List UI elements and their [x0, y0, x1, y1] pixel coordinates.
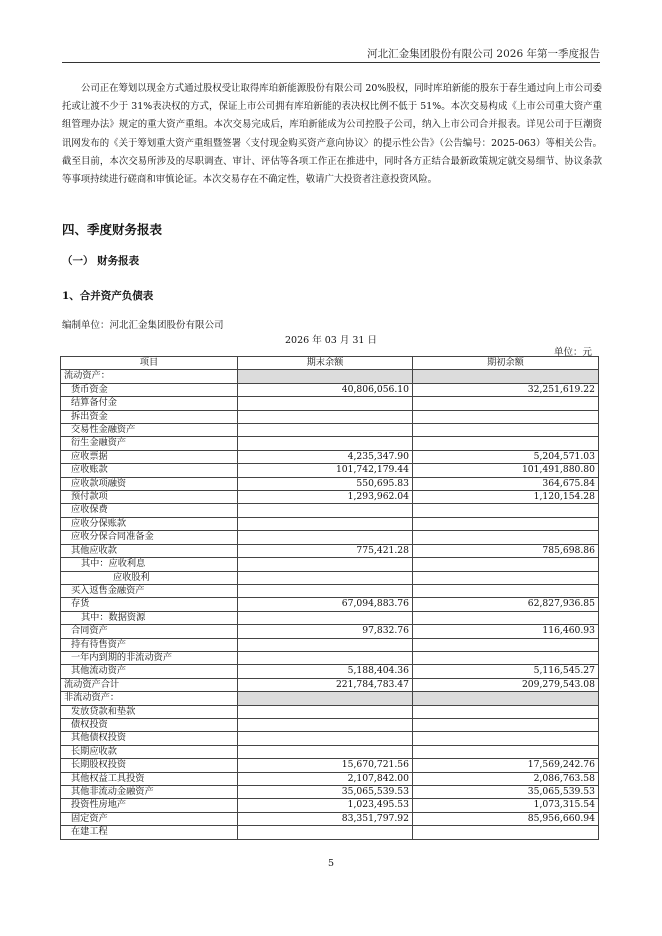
row-item-label: 其中：应收利息	[61, 558, 238, 571]
row-item-label: 债权投资	[61, 718, 238, 731]
table-row	[61, 786, 599, 799]
row-beginning-balance	[413, 732, 599, 745]
row-beginning-balance	[413, 437, 599, 450]
row-ending-balance: 1,023,495.53	[238, 799, 413, 812]
row-beginning-balance	[413, 531, 599, 544]
table-row	[61, 718, 599, 731]
compiling-entity: 编制单位：河北汇金集团股份有限公司	[62, 320, 224, 331]
table-row	[61, 383, 599, 396]
row-item-label: 应收账款	[61, 464, 238, 477]
table-row	[61, 678, 599, 691]
row-item-label: 其他流动资产	[61, 665, 238, 678]
intro-paragraph: 公司正在筹划以现金方式通过股权受让取得库珀新能源股份有限公司 20%股权，同时库珀新能的股东于春生通过向上市公司委托或让渡不少于 31%表决权的方式，保证上市公司拥有库珀新能的表决权比例不低于 51%。本次交易构成《上市公司重大资产重组管理办法》规定的重大资产重组。本次交易完成后，库珀新能成为公司控股子公司，纳入上市公司合并报表。详见公司于巨潮资讯网发布的《关于筹划重大资产重组暨签署〈支付现金购买资产意向协议〉的提示性公告》（公告编号：2025-063）等相关公告。截至目前，本次交易所涉及的尽职调查、审计、评估等各项工作正在推进中，同时各方正结合最新政策规定就交易细节、协议条款等事项持续进行磋商和审慎论证。本次交易存在不确定性，敬请广大投资者注意投资风险。	[62, 83, 602, 186]
row-item-label: 发放贷款和垫款	[61, 705, 238, 718]
row-beginning-balance: 62,827,936.85	[413, 598, 599, 611]
row-beginning-balance: 17,569,242.76	[413, 759, 599, 772]
row-ending-balance	[238, 571, 413, 584]
row-item-label: 合同资产	[61, 625, 238, 638]
table-row	[61, 745, 599, 758]
row-item-label: 固定资产	[61, 812, 238, 825]
row-beginning-balance	[413, 397, 599, 410]
row-beginning-balance: 35,065,539.53	[413, 786, 599, 799]
row-beginning-balance: 1,120,154.28	[413, 491, 599, 504]
row-item-label: 货币资金	[61, 383, 238, 396]
row-item-label: 持有待售资产	[61, 638, 238, 651]
row-beginning-balance: 5,116,545.27	[413, 665, 599, 678]
balance-sheet-table	[60, 356, 599, 840]
report-header-title: 河北汇金集团股份有限公司 2026 年第一季度报告	[367, 48, 600, 60]
table-row	[61, 397, 599, 410]
row-ending-balance: 15,670,721.56	[238, 759, 413, 772]
row-beginning-balance	[413, 370, 599, 383]
row-item-label: 预付款项	[61, 491, 238, 504]
row-item-label: 流动资产：	[61, 370, 238, 383]
row-beginning-balance	[413, 571, 599, 584]
table-row	[61, 544, 599, 557]
table-row	[61, 370, 599, 383]
row-item-label: 存货	[61, 598, 238, 611]
row-ending-balance	[238, 732, 413, 745]
table-row	[61, 410, 599, 423]
row-ending-balance	[238, 745, 413, 758]
row-beginning-balance: 785,698.86	[413, 544, 599, 557]
row-ending-balance: 97,832.76	[238, 625, 413, 638]
table-row	[61, 437, 599, 450]
row-beginning-balance	[413, 410, 599, 423]
row-beginning-balance: 101,491,880.80	[413, 464, 599, 477]
row-ending-balance: 550,695.83	[238, 477, 413, 490]
row-item-label: 买入返售金融资产	[61, 584, 238, 597]
currency-unit: 单位：元	[553, 347, 592, 358]
row-item-label: 应收款项融资	[61, 477, 238, 490]
row-beginning-balance	[413, 705, 599, 718]
row-beginning-balance: 2,086,763.58	[413, 772, 599, 785]
row-ending-balance: 35,065,539.53	[238, 786, 413, 799]
row-beginning-balance	[413, 504, 599, 517]
row-item-label: 一年内到期的非流动资产	[61, 651, 238, 664]
table-row	[61, 732, 599, 745]
row-ending-balance	[238, 397, 413, 410]
table-row	[61, 571, 599, 584]
row-ending-balance	[238, 718, 413, 731]
table-row	[61, 491, 599, 504]
row-beginning-balance	[413, 692, 599, 705]
row-item-label: 应收分保账款	[61, 517, 238, 530]
row-item-label: 长期应收款	[61, 745, 238, 758]
row-beginning-balance	[413, 745, 599, 758]
row-ending-balance	[238, 651, 413, 664]
row-ending-balance	[238, 370, 413, 383]
row-item-label: 其中：数据资源	[61, 611, 238, 624]
row-beginning-balance: 209,279,543.08	[413, 678, 599, 691]
column-header-ending-balance: 期末余额	[238, 357, 413, 370]
row-ending-balance	[238, 504, 413, 517]
subsection-title: （一） 财务报表	[62, 255, 140, 267]
table-row	[61, 424, 599, 437]
column-header-beginning-balance: 期初余额	[413, 357, 599, 370]
row-ending-balance	[238, 424, 413, 437]
row-ending-balance: 775,421.28	[238, 544, 413, 557]
row-beginning-balance	[413, 584, 599, 597]
row-ending-balance: 1,293,962.04	[238, 491, 413, 504]
row-ending-balance	[238, 437, 413, 450]
header-divider	[62, 62, 600, 63]
report-date: 2026 年 03 月 31 日	[285, 335, 377, 346]
row-beginning-balance: 5,204,571.03	[413, 450, 599, 463]
row-item-label: 应收保费	[61, 504, 238, 517]
table-row	[61, 812, 599, 825]
row-beginning-balance: 32,251,619.22	[413, 383, 599, 396]
row-item-label: 应收票据	[61, 450, 238, 463]
row-beginning-balance	[413, 558, 599, 571]
row-ending-balance	[238, 531, 413, 544]
row-ending-balance	[238, 517, 413, 530]
table-row	[61, 517, 599, 530]
row-beginning-balance	[413, 718, 599, 731]
row-ending-balance	[238, 826, 413, 839]
balance-sheet-body	[61, 370, 599, 839]
row-beginning-balance: 364,675.84	[413, 477, 599, 490]
table-header-row	[61, 357, 599, 370]
table-row	[61, 692, 599, 705]
section-title: 四、季度财务报表	[62, 222, 163, 237]
table-row	[61, 531, 599, 544]
row-item-label: 其他非流动金融资产	[61, 786, 238, 799]
table-row	[61, 665, 599, 678]
row-item-label: 其他应收款	[61, 544, 238, 557]
page-number: 5	[327, 858, 335, 869]
row-item-label: 投资性房地产	[61, 799, 238, 812]
row-ending-balance: 4,235,347.90	[238, 450, 413, 463]
row-ending-balance	[238, 410, 413, 423]
row-beginning-balance	[413, 651, 599, 664]
column-header-item: 项目	[61, 357, 238, 370]
row-beginning-balance	[413, 517, 599, 530]
row-ending-balance: 67,094,883.76	[238, 598, 413, 611]
row-item-label: 流动资产合计	[61, 678, 238, 691]
table-row	[61, 450, 599, 463]
row-item-label: 其他债权投资	[61, 732, 238, 745]
table-row	[61, 504, 599, 517]
row-ending-balance	[238, 705, 413, 718]
row-beginning-balance	[413, 638, 599, 651]
table-row	[61, 705, 599, 718]
table-row	[61, 477, 599, 490]
table-row	[61, 625, 599, 638]
row-ending-balance: 2,107,842.00	[238, 772, 413, 785]
statement-title: 1、合并资产负债表	[62, 290, 154, 302]
row-ending-balance: 40,806,056.10	[238, 383, 413, 396]
table-row	[61, 638, 599, 651]
row-ending-balance	[238, 584, 413, 597]
row-item-label: 应收分保合同准备金	[61, 531, 238, 544]
row-ending-balance: 83,351,797.92	[238, 812, 413, 825]
row-ending-balance	[238, 611, 413, 624]
table-row	[61, 584, 599, 597]
row-beginning-balance	[413, 611, 599, 624]
row-ending-balance: 5,188,404.36	[238, 665, 413, 678]
row-ending-balance	[238, 692, 413, 705]
row-ending-balance: 221,784,783.47	[238, 678, 413, 691]
table-row	[61, 558, 599, 571]
row-item-label: 交易性金融资产	[61, 424, 238, 437]
row-item-label: 拆出资金	[61, 410, 238, 423]
row-item-label: 衍生金融资产	[61, 437, 238, 450]
row-ending-balance	[238, 558, 413, 571]
row-beginning-balance: 116,460.93	[413, 625, 599, 638]
row-beginning-balance: 1,073,315.54	[413, 799, 599, 812]
table-row	[61, 799, 599, 812]
row-item-label: 长期股权投资	[61, 759, 238, 772]
row-item-label: 结算备付金	[61, 397, 238, 410]
table-row	[61, 826, 599, 839]
table-row	[61, 759, 599, 772]
table-row	[61, 464, 599, 477]
table-row	[61, 651, 599, 664]
row-item-label: 应收股利	[61, 571, 238, 584]
table-row	[61, 611, 599, 624]
row-item-label: 非流动资产：	[61, 692, 238, 705]
row-beginning-balance	[413, 826, 599, 839]
row-ending-balance: 101,742,179.44	[238, 464, 413, 477]
row-item-label: 在建工程	[61, 826, 238, 839]
row-beginning-balance	[413, 424, 599, 437]
row-ending-balance	[238, 638, 413, 651]
table-row	[61, 598, 599, 611]
row-item-label: 其他权益工具投资	[61, 772, 238, 785]
row-beginning-balance: 85,956,660.94	[413, 812, 599, 825]
table-row	[61, 772, 599, 785]
